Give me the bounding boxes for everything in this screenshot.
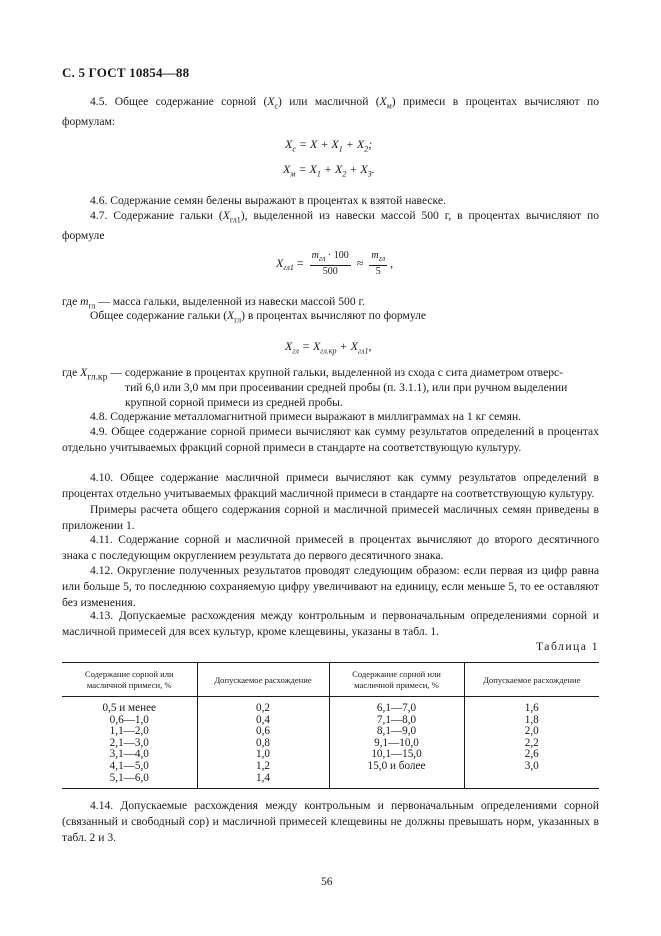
table-cell: 15,0 и более bbox=[367, 759, 426, 772]
table-header-2: Допускаемое расхождение bbox=[197, 663, 329, 697]
paragraph-4-11: 4.11. Содержание сорной и масличной примесей в процентах вычисляют до второго десятичного знака с последующим округлением результата до первого десятичного знака. bbox=[62, 533, 599, 562]
formula-xc: $X_c = X + X_1 + X_2$; bbox=[285, 137, 373, 154]
table-cell: 0,2 bbox=[256, 702, 270, 714]
page-number: 56 bbox=[321, 875, 333, 888]
table-cell: 6,1—7,0 bbox=[376, 702, 417, 714]
table-cell: 8,1—9,0 bbox=[376, 725, 417, 738]
formula-xgl: $X_{гл} = X_{гл.кр} + X_{гл1}$, bbox=[285, 339, 372, 356]
table-cell: 1,4 bbox=[256, 771, 270, 784]
tolerance-table bbox=[62, 662, 599, 789]
paragraph-4-8: 4.8. Содержание металломагнитной примеси выражают в миллиграммах на 1 кг семян. bbox=[90, 410, 522, 423]
table-cell: 3,0 bbox=[524, 759, 539, 772]
where-xglkr-line2: тий 6,0 или 3,0 мм при просеивании средней пробы (п. 3.1.1), или при ручном выделении bbox=[125, 381, 568, 394]
table-cell: 4,1—5,0 bbox=[109, 759, 149, 772]
table-cell: 9,1—10,0 bbox=[374, 736, 419, 749]
table-header-1: Содержание сорной или масличной примеси, % bbox=[62, 663, 197, 697]
table-caption: Таблица 1 bbox=[536, 640, 600, 653]
p45-text-c: ) примеси в процентах вычисляют по формулам: bbox=[62, 95, 599, 129]
table-header-4: Допускаемое расхождение bbox=[464, 663, 599, 697]
page-header: С. 5 ГОСТ 10854—88 bbox=[62, 65, 190, 80]
paragraph-4-13: 4.13. Допускаемые расхождения между контрольным и первоначальным определениями сорной и масличной примесей для всех культур, кроме клещевины, указаны в табл. 1. bbox=[62, 609, 599, 638]
table-cell: 3,1—4,0 bbox=[109, 748, 149, 761]
p45-text-b: ) или масличной ( bbox=[278, 95, 380, 108]
table-cell: 2,2 bbox=[524, 736, 539, 749]
table-cell: 2,0 bbox=[524, 725, 539, 738]
formula-xgl1: $X_{гл1}$ = $\frac{m_{гл} \cdot 100}{500}$ ≈ $\frac{m_{гл}}{5}$ , bbox=[276, 250, 394, 277]
paragraph-4-12: 4.12. Округление полученных результатов проводят следующим образом: если первая из цифр равна или больше 5, то последнюю сохраняемую цифру увеличивают на единицу, если меньше 5, то ее оставляют без изменения. bbox=[62, 564, 599, 609]
paragraph-4-10: 4.10. Общее содержание масличной примеси вычисляют как сумму результатов определений в процентах отдельно учитываемых фракций масличной примеси в стандарте на соответствующую культуру. bbox=[62, 471, 599, 500]
where-xglkr-line3: крупной сорной примеси из средней пробы. bbox=[125, 396, 343, 409]
table-cell: 1,1—2,0 bbox=[109, 725, 149, 738]
table-cell: 0,8 bbox=[256, 736, 270, 749]
table-col-tolerance-1 bbox=[197, 697, 329, 789]
table-cell: 0,6 bbox=[256, 725, 270, 738]
paragraph-4-6: 4.6. Содержание семян белены выражают в процентах к взятой навеске. bbox=[90, 194, 446, 207]
table-cell: 1,2 bbox=[256, 759, 270, 772]
table-col-tolerance-2 bbox=[464, 697, 599, 789]
table-header-3: Содержание сорной или масличной примеси, % bbox=[329, 663, 464, 697]
paragraph-4-9: 4.9. Общее содержание сорной примеси вычисляют как сумму результатов определений в процентах отдельно учитываемых фракций сорной примеси в стандарте на соответствующую культуру. bbox=[62, 425, 599, 454]
paragraph-4-7: 4.7. Содержание гальки $(X_{гл1})$, выделенной из навески массой 500 г, в процентах вычисляют по формуле bbox=[62, 209, 600, 243]
where-mgl: где $m_{гл}$ — масса гальки, выделенной из навески массой 500 г. bbox=[62, 295, 365, 311]
table-cell: 1,6 bbox=[524, 702, 539, 714]
where-xglkr-line1: где $X_{гл.кр}$ — содержание в процентах крупной гальки, выделенной из схода с сита диаметром отверс- bbox=[62, 366, 564, 383]
table-col-content-1 bbox=[62, 697, 197, 789]
table-cell: 10,1—15,0 bbox=[371, 748, 422, 761]
table-cell: 1,0 bbox=[256, 748, 270, 761]
table-cell: 1,8 bbox=[524, 713, 539, 726]
table-cell: 0,4 bbox=[256, 713, 270, 726]
paragraph-examples: Примеры расчета общего содержания сорной и масличной примесей масличных семян приведены в приложении 1. bbox=[62, 503, 599, 532]
paragraph-4-5: 4.5. Общее содержание сорной $(X_c)$ или масличной $(X_м)$ примеси в процентах вычисляют по формулам: bbox=[62, 95, 599, 129]
paragraph-total-gravel: Общее содержание гальки $(X_{гл})$ в процентах вычисляют по формуле bbox=[90, 309, 427, 325]
table-cell: 0,6—1,0 bbox=[109, 713, 149, 726]
table-cell: 0,5 и менее bbox=[102, 702, 157, 714]
table-cell: 2,1—3,0 bbox=[109, 736, 149, 749]
table-cell: 2,6 bbox=[524, 748, 539, 761]
table-cell: 7,1—8,0 bbox=[376, 713, 417, 726]
paragraph-4-14: 4.14. Допускаемые расхождения между контрольным и первоначальным определениями сорной (связанный и свободный сор) и масличной примесей клещевины не должны превышать норм, указанных в табл. 2 и 3. bbox=[62, 799, 599, 844]
table-col-content-2 bbox=[329, 697, 464, 789]
formula-xm: $X_м = X_1 + X_2 + X_3$. bbox=[283, 162, 375, 179]
p45-text-a: 4.5. Общее содержание сорной ( bbox=[90, 95, 268, 108]
table-cell: 5,1—6,0 bbox=[109, 771, 149, 784]
